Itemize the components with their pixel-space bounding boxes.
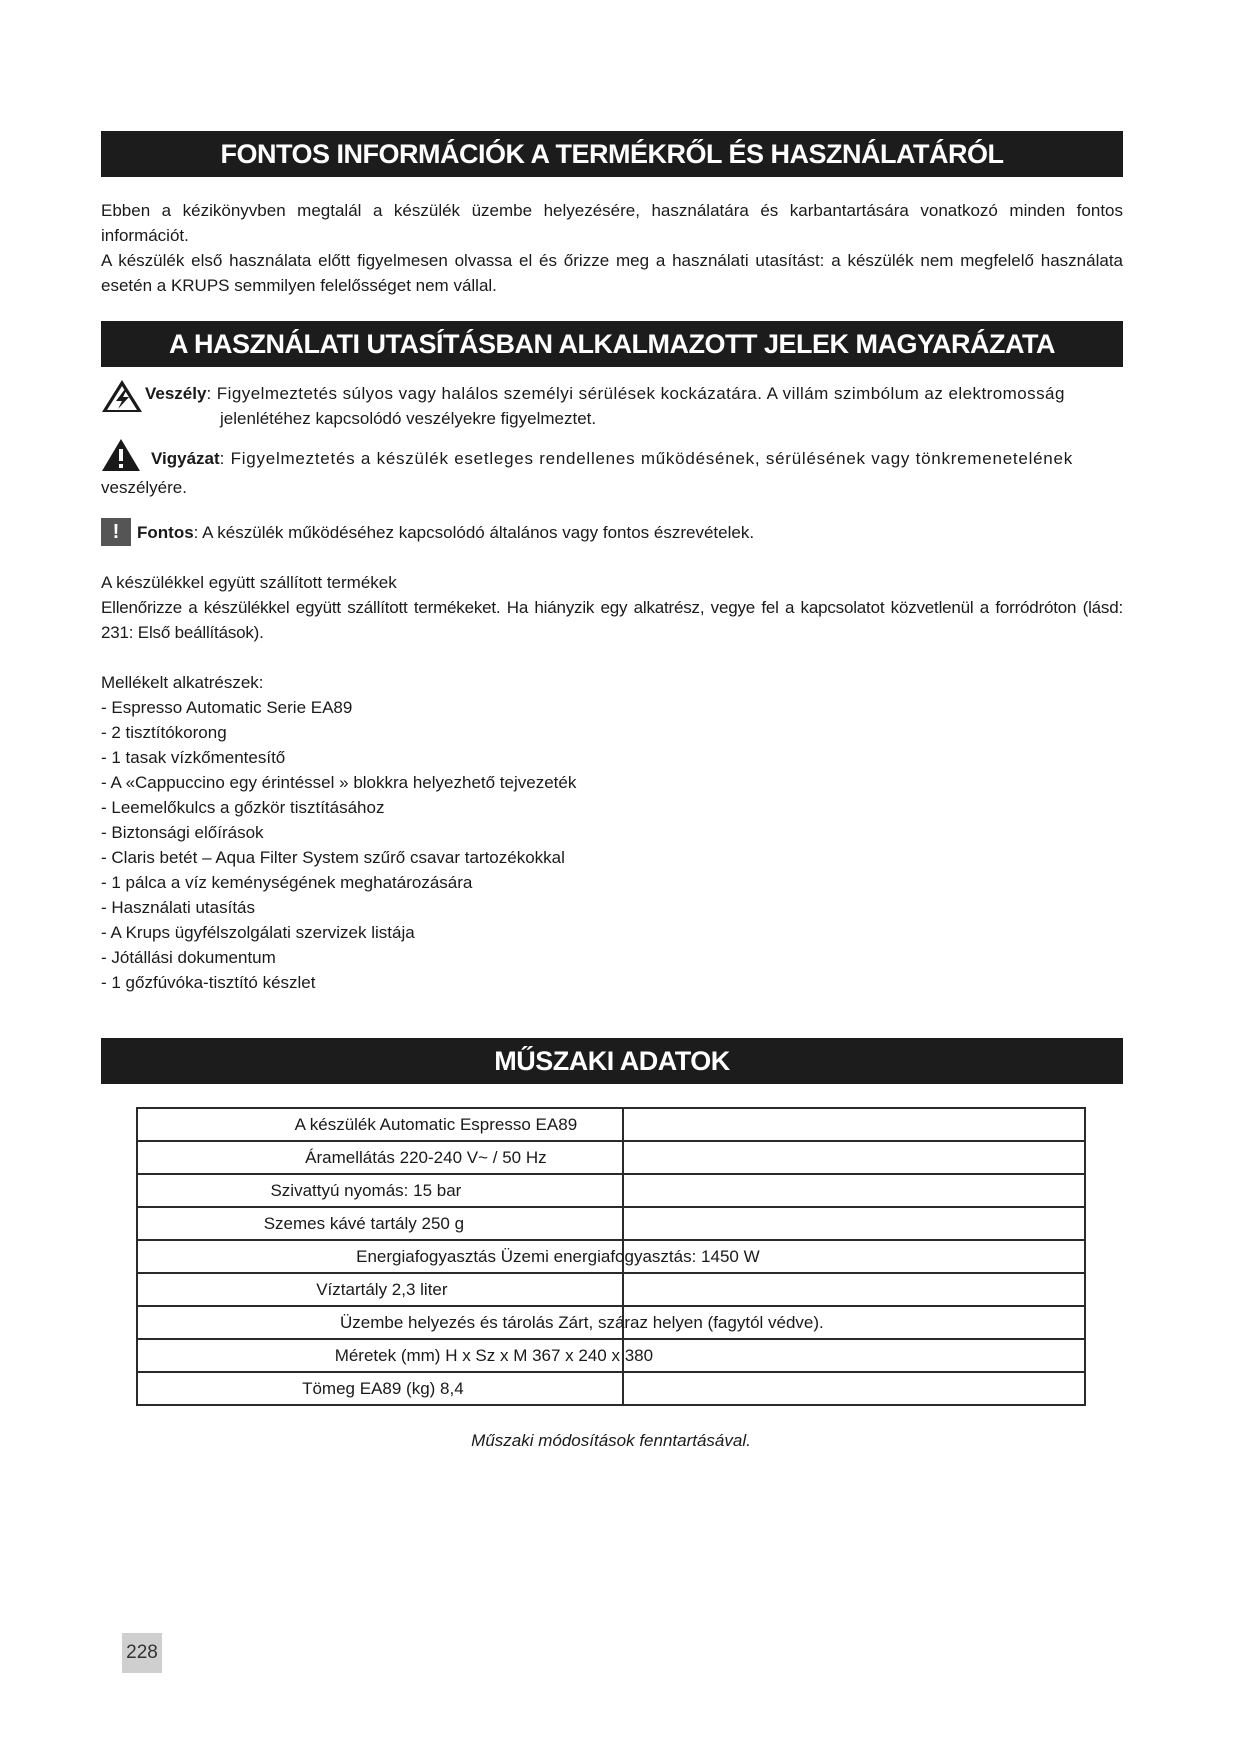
list-item: - Jótállási dokumentum <box>101 948 276 967</box>
list-item: - Espresso Automatic Serie EA89 <box>101 698 353 717</box>
spec-cell: Áramellátás 220-240 V~ / 50 Hz <box>305 1148 547 1167</box>
table-row <box>137 1240 1085 1273</box>
section-important-info <box>101 131 1123 298</box>
list-item: - Biztonsági előírások <box>101 823 264 842</box>
supplied-heading: A készülékkel együtt szállított termékek <box>101 573 397 592</box>
section-technical-data <box>101 1038 1123 1084</box>
table-row <box>137 1339 1085 1372</box>
caution-text: : Figyelmeztetés a készülék esetleges rendellenes működésének, sérülésének vagy tönkremenetelének <box>219 449 1073 468</box>
spec-cell: Energiafogyasztás Üzemi energiafogyasztás: 1450 W <box>356 1247 760 1266</box>
table-row <box>137 1207 1085 1240</box>
danger-row <box>101 381 1123 431</box>
list-item: - Használati utasítás <box>101 898 256 917</box>
danger-text-continued: jelenlétéhez kapcsolódó veszélyekre figyelmeztet. <box>220 409 597 428</box>
list-item: - 1 tasak vízkőmentesítő <box>101 748 286 767</box>
important-text: : A készülék működéséhez kapcsolódó általános vagy fontos észrevételek. <box>193 523 755 542</box>
spec-cell: Tömeg EA89 (kg) 8,4 <box>302 1379 464 1398</box>
parts-heading: Mellékelt alkatrészek: <box>101 673 264 692</box>
page-number: 228 <box>122 1633 162 1673</box>
list-item: - 2 tisztítókorong <box>101 723 227 742</box>
list-item: - 1 pálca a víz keménységének meghatározására <box>101 873 473 892</box>
caution-text-continued: veszélyére. <box>101 478 187 497</box>
parts-list <box>101 695 1123 995</box>
list-item: - A «Cappuccino egy érintéssel » blokkra helyezhető tejvezeték <box>101 773 577 792</box>
spec-cell: Víztartály 2,3 liter <box>316 1280 448 1299</box>
important-row <box>101 520 1123 545</box>
important-exclamation-icon: ! <box>101 518 131 546</box>
caution-row <box>101 446 1123 471</box>
warning-triangle-icon <box>101 438 141 472</box>
lightning-warning-icon <box>101 379 143 413</box>
supplied-text: Ellenőrizze a készülékkel együtt szállított termékeket. Ha hiányzik egy alkatrész, vegye fel a kapcsolatot közvetlenül a forródróton (lásd: 231: Első beállítások). <box>101 598 1123 642</box>
technical-data-table <box>136 1107 1086 1406</box>
danger-text: : Figyelmeztetés súlyos vagy halálos személyi sérülések kockázatára. A villám szimbólum az elektromosság <box>206 384 1065 403</box>
caution-label: Vigyázat <box>151 449 220 468</box>
list-item: - A Krups ügyfélszolgálati szervizek listája <box>101 923 415 942</box>
section-title-symbols: A HASZNÁLATI UTASÍTÁSBAN ALKALMAZOTT JELEK MAGYARÁZATA <box>101 321 1123 367</box>
spec-cell: Méretek (mm) H x Sz x M 367 x 240 x 380 <box>334 1346 654 1365</box>
intro-paragraph-2: A készülék első használata előtt figyelmesen olvassa el és őrizze meg a használati utasítást: a készülék nem megfelelő használata esetén a KRUPS semmilyen felelősséget nem vállal. <box>101 251 1123 295</box>
spec-cell: Szemes kávé tartály 250 g <box>263 1214 465 1233</box>
section-title-important-info: FONTOS INFORMÁCIÓK A TERMÉKRŐL ÉS HASZNÁLATÁRÓL <box>101 131 1123 177</box>
spec-cell: A készülék Automatic Espresso EA89 <box>294 1115 578 1134</box>
intro-paragraph-1: Ebben a kézikönyvben megtalál a készülék üzembe helyezésére, használatára és karbantartására vonatkozó minden fontos információt. <box>101 201 1123 245</box>
list-item: - Claris betét – Aqua Filter System szűrő csavar tartozékokkal <box>101 848 565 867</box>
table-row <box>137 1141 1085 1174</box>
table-row <box>137 1174 1085 1207</box>
table-row <box>137 1306 1085 1339</box>
spec-cell: Szivattyú nyomás: 15 bar <box>270 1181 462 1200</box>
table-row <box>137 1372 1085 1405</box>
list-item: - Leemelőkulcs a gőzkör tisztításához <box>101 798 385 817</box>
important-label: Fontos <box>137 523 194 542</box>
spec-cell: Üzembe helyezés és tárolás Zárt, száraz helyen (fagytól védve). <box>340 1313 824 1332</box>
section-title-technical-data: MŰSZAKI ADATOK <box>101 1038 1123 1084</box>
table-row <box>137 1273 1085 1306</box>
list-item: - 1 gőzfúvóka-tisztító készlet <box>101 973 316 992</box>
technical-note: Műszaki módosítások fenntartásával. <box>471 1431 751 1450</box>
danger-label: Veszély <box>145 384 207 403</box>
section-symbols <box>101 321 1123 995</box>
table-row <box>137 1108 1085 1141</box>
